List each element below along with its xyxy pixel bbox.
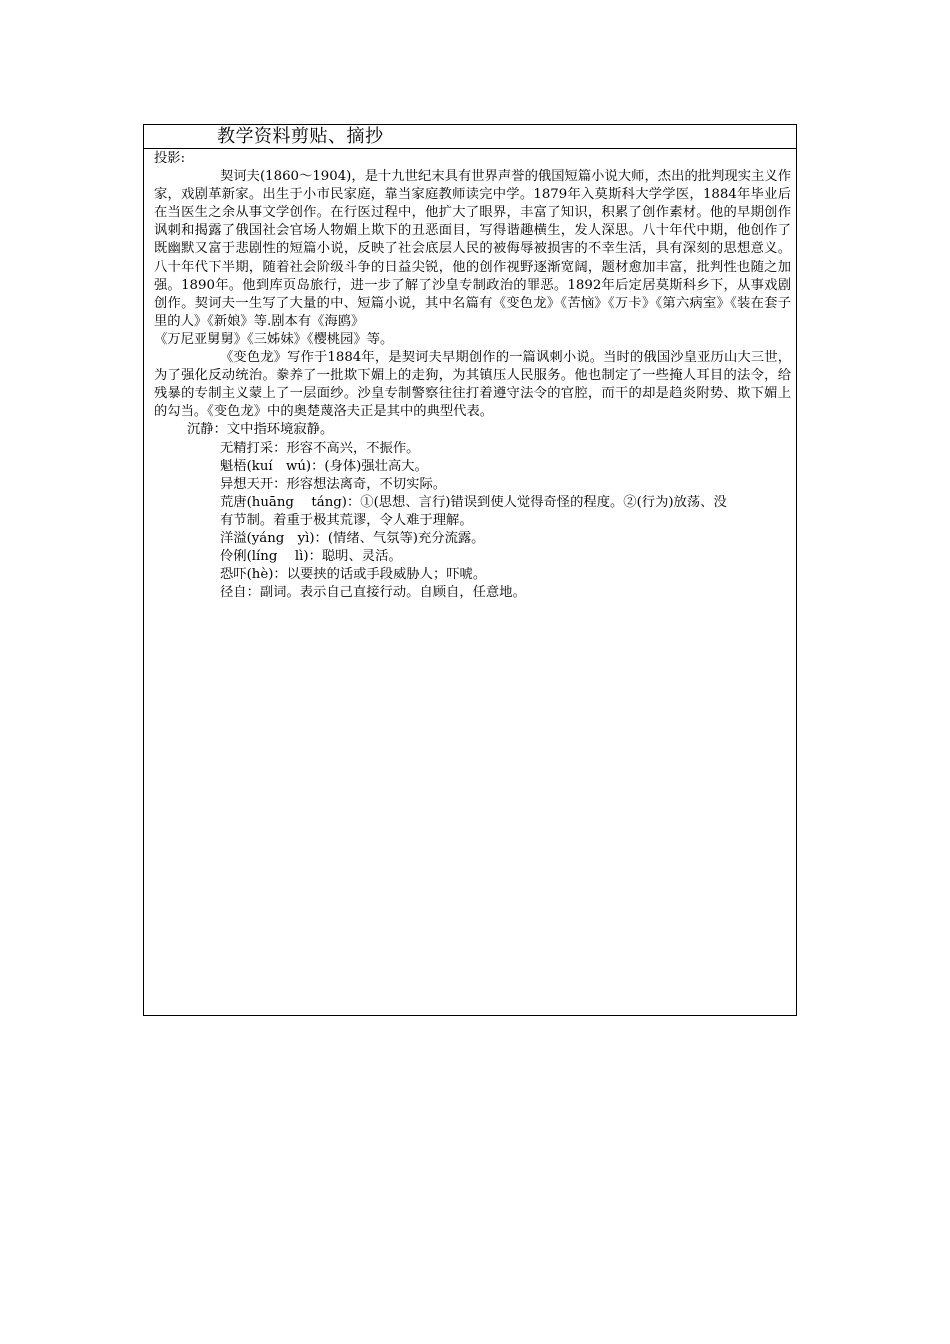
vocab-entry: 异想天开：形容想法离奇，不切实际。 [220,476,447,492]
vocab-entry: 恐吓(hè)：以要挟的话或手段威胁人；吓唬。 [220,567,487,583]
vocab-entry: 无精打采：形容不高兴，不振作。 [220,440,420,456]
vocab-entry: 荒唐(huāng táng)：①(思想、言行)错误到使人觉得奇怪的程度。②(行为)放荡、没 [220,494,727,510]
vocab-entry: 魁梧(kuí wú)：(身体)强壮高大。 [220,458,428,474]
vocab-entry-continuation: 有节制。着重于极其荒谬，令人难于理解。 [220,512,473,528]
vocab-entry: 伶俐(líng lì)：聪明、灵活。 [220,549,402,565]
projection-label: 投影: [154,151,186,166]
vocab-entry: 径自：副词。表示自己直接行动。自顾自，任意地。 [220,585,526,601]
table-header-row [144,125,796,149]
story-background-paragraph: 《变色龙》写作于1884年，是契诃夫早期创作的一篇讽刺小说。当时的俄国沙皇亚历山大三世，为了强化反动统治。豢养了一批欺下媚上的走狗，为其镇压人民服务。他也制定了一些掩人耳目的法令，给残暴的专制主义蒙上了一层面纱。沙皇专制警察往往打着遵守法令的官腔，而干的却是趋炎附势、欺下媚上的勾当。《变色龙》中的奥楚蔑洛夫正是其中的典型代表。 [154,350,791,420]
author-bio-paragraph: 契诃夫(1860～1904)，是十九世纪末具有世界声誉的俄国短篇小说大师，杰出的批判现实主义作家，戏剧革新家。出生于小市民家庭，靠当家庭教师读完中学。1879年入莫斯科大学学医，1884年毕业后在当医生之余从事文学创作。在行医过程中，他扩大了眼界，丰富了知识，积累了创作素材。他的早期创作讽刺和揭露了俄国社会官场人物媚上欺下的丑恶面目，写得谐趣横生，发人深思。八十年代中期，他创作了既幽默又富于悲剧性的短篇小说，反映了社会底层人民的被侮辱被损害的不幸生活，具有深刻的思想意义。八十年代下半期，随着社会阶级斗争的日益尖锐，他的创作视野逐渐宽阔，题材愈加丰富，批判性也随之加强。1890年。他到库页岛旅行，进一步了解了沙皇专制政治的罪恶。1892年后定居莫斯科乡下，从事戏剧创作。契诃夫一生写了大量的中、短篇小说，其中名篇有《变色龙》《苦恼》《万卡》《第六病室》《装在套子里的人》《新娘》等.剧本有《海鸥》 [154,169,791,329]
author-bio-continuation: 《万尼亚舅舅》《三姊妹》《樱桃园》等。 [154,331,394,347]
table-content-cell [154,150,791,602]
material-table [143,124,797,1016]
vocab-entry: 洋溢(yáng yì)：(情绪、气氛等)充分流露。 [220,530,485,546]
table-title: 教学资料剪贴、摘抄 [217,126,384,147]
vocab-entry: 沉静：文中指环境寂静。 [187,422,334,438]
